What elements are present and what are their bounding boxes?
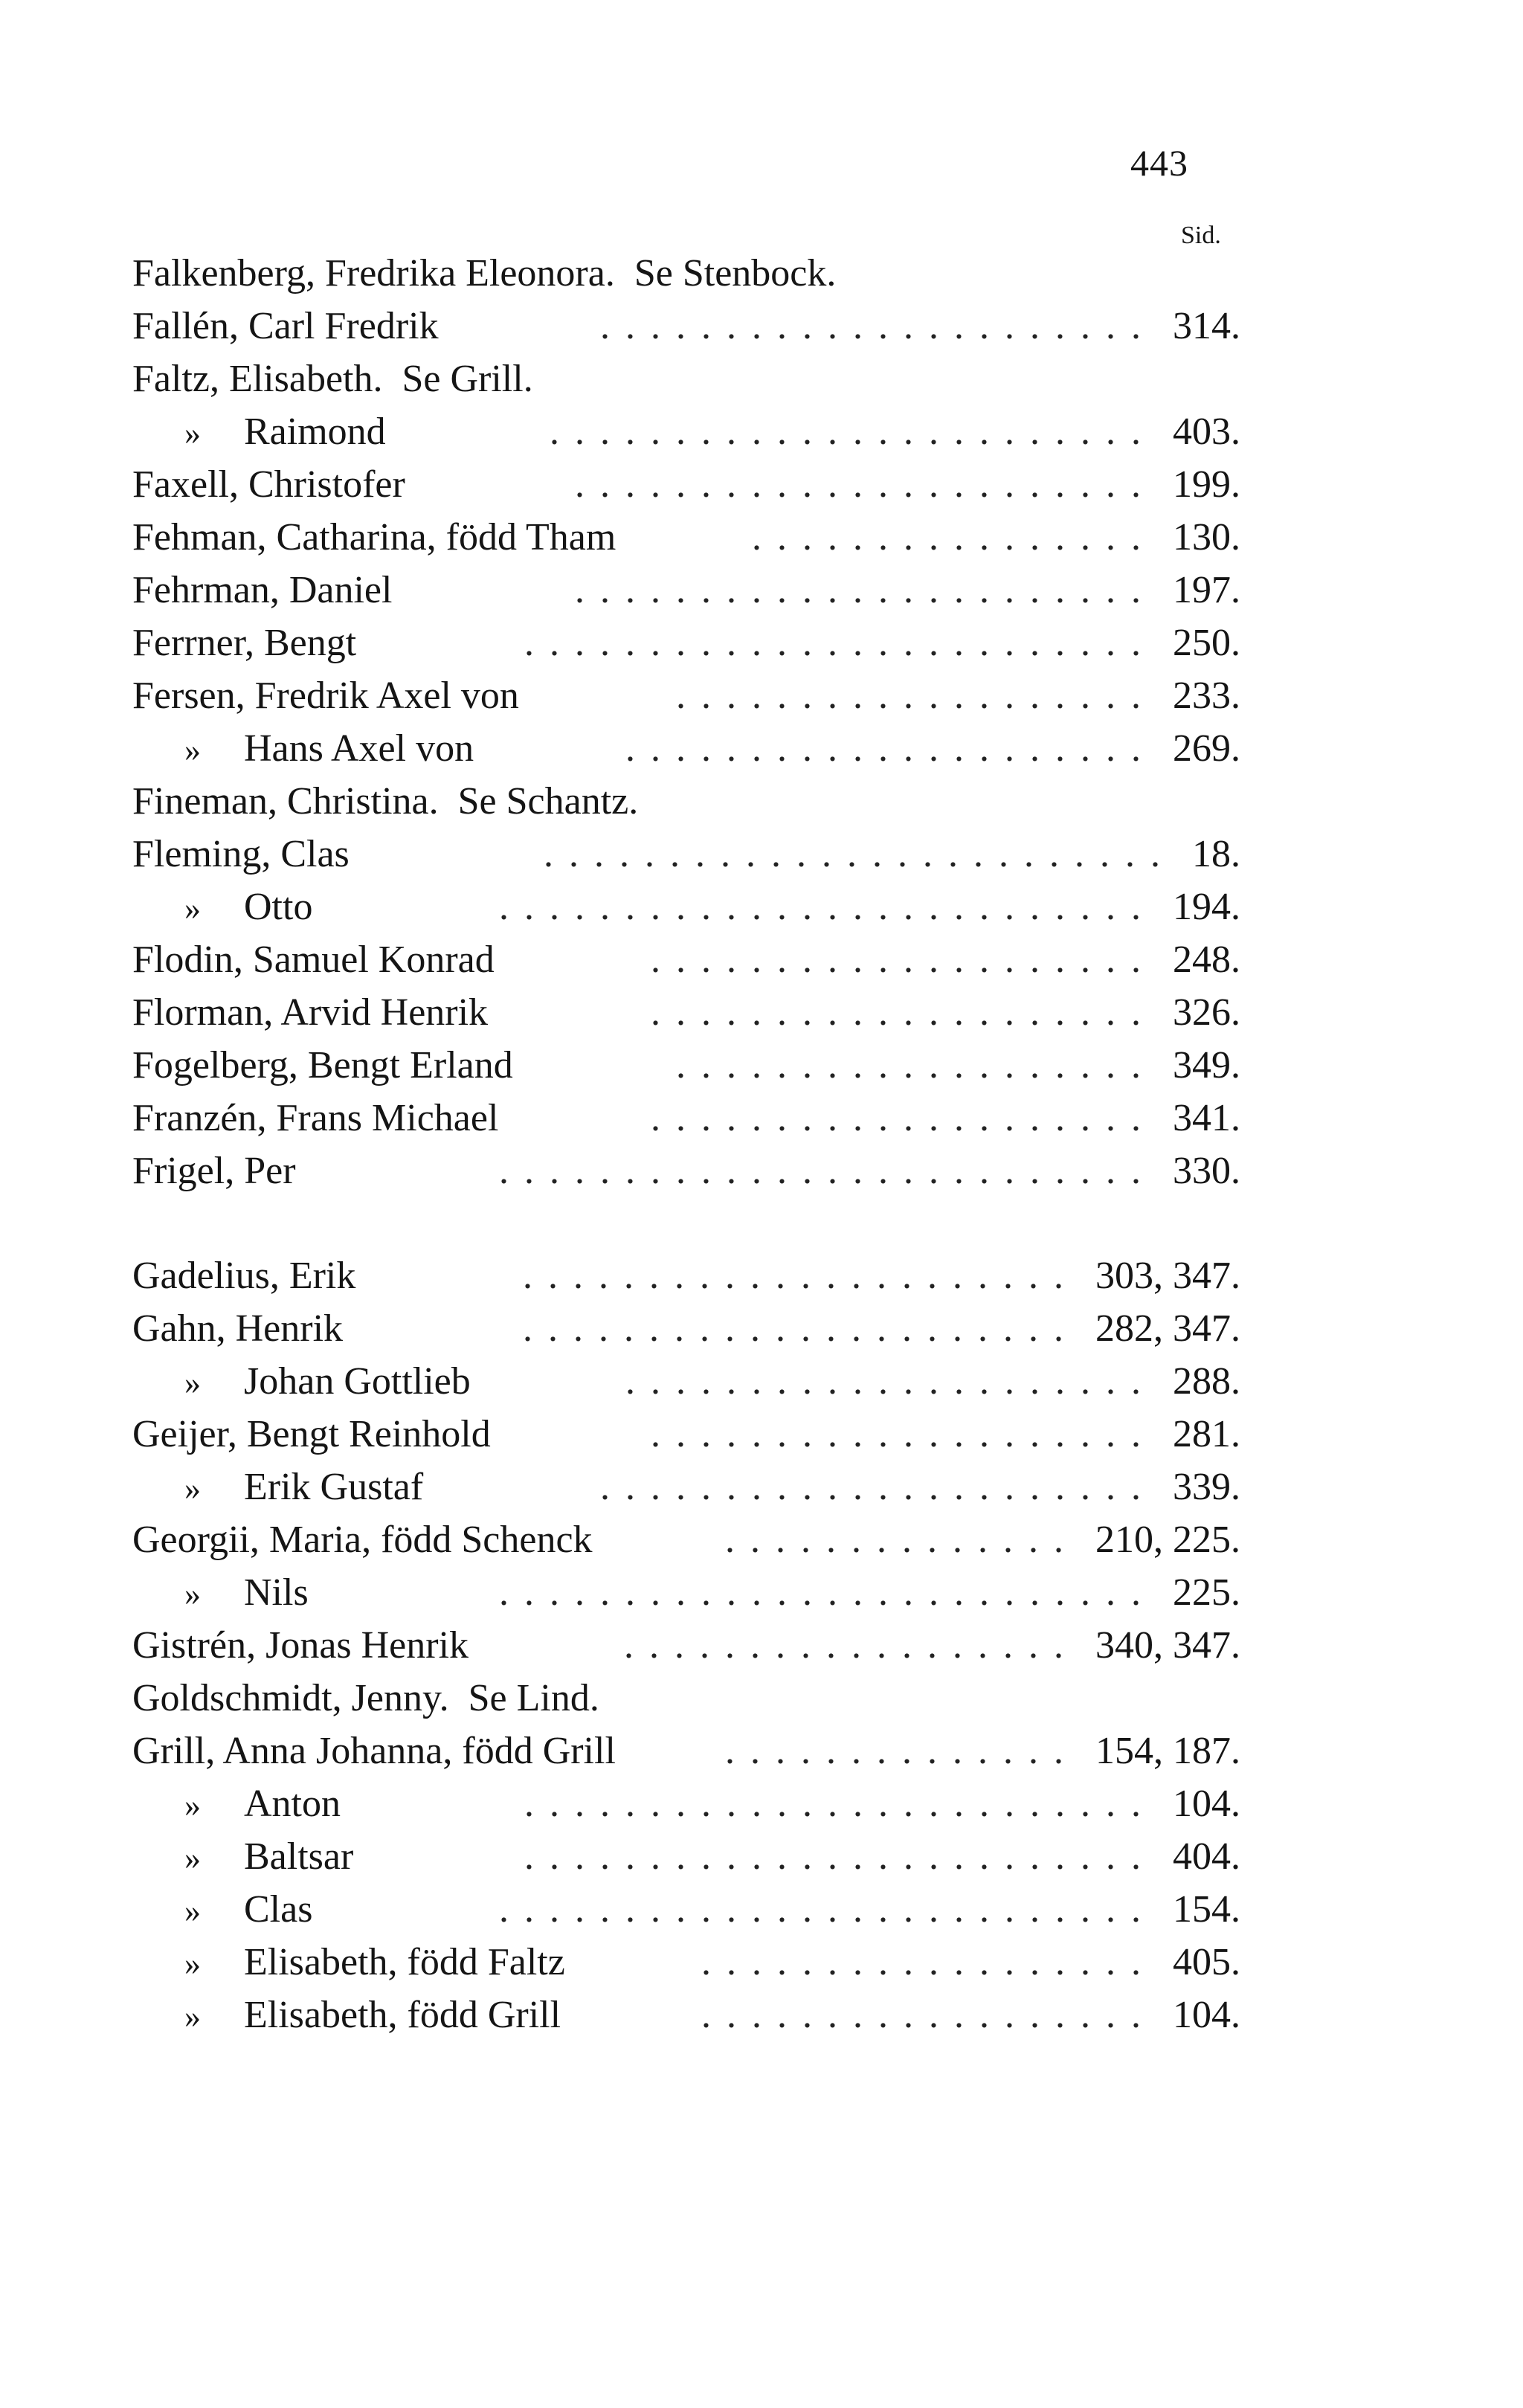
entry-text [184, 405, 386, 460]
index-entry [132, 933, 1240, 986]
entry-text [132, 669, 519, 722]
leader-dots: ...................... [600, 1466, 1156, 1508]
entry-name: Gahn, Henrik [132, 1307, 344, 1350]
entry-text [132, 1302, 343, 1355]
entry-name: Fineman, Christina. [132, 780, 439, 822]
entry-name: Clas [244, 1888, 313, 1931]
entry-text [132, 828, 350, 881]
leader-dots: ....................... [575, 463, 1156, 506]
index-section-g [132, 1249, 1240, 2041]
entry-text [132, 1672, 599, 1725]
ditto-mark: » [184, 1576, 201, 1612]
leader-dots: .............. [725, 1730, 1079, 1772]
entry-name: Fersen, Fredrik Axel von [132, 675, 519, 717]
page-reference: 199. [1173, 463, 1240, 506]
entry-text [184, 1461, 423, 1515]
entry-name: Erik Gustaf [244, 1466, 424, 1508]
leader-dots: .................... [651, 1097, 1156, 1139]
entry-text [132, 1408, 491, 1461]
entry-name: Baltsar [244, 1835, 354, 1878]
entry-name: Frigel, Per [132, 1150, 296, 1192]
entry-name: Anton [244, 1783, 341, 1825]
page-reference: 404. [1173, 1835, 1240, 1878]
index-entry [132, 300, 1240, 352]
page-reference: 281. [1173, 1413, 1240, 1455]
entry-text [184, 1989, 561, 2043]
page-reference: 314. [1173, 305, 1240, 347]
ditto-mark: » [184, 415, 201, 451]
page-reference: 210, 225. [1095, 1519, 1240, 1561]
index-entry [132, 1461, 1240, 1513]
ditto-mark: » [184, 1998, 201, 2035]
leader-dots: ...................... [523, 1255, 1079, 1297]
index-entry [132, 1355, 1240, 1408]
entry-name: Ferrner, Bengt [132, 622, 357, 664]
index-entry [132, 1039, 1240, 1092]
entry-name: Johan Gottlieb [244, 1360, 471, 1403]
index-entry [132, 881, 1240, 933]
index-entry [132, 1619, 1240, 1672]
entry-name: Fogelberg, Bengt Erland [132, 1044, 513, 1087]
index-entry [132, 564, 1240, 617]
entry-text [184, 1355, 471, 1409]
page-reference: 104. [1173, 1783, 1240, 1825]
leader-dots: .......................... [499, 886, 1156, 928]
cross-reference: Se Stenbock. [634, 252, 837, 294]
cross-reference: Se Lind. [468, 1677, 599, 1719]
leader-dots: ................... [676, 675, 1156, 717]
entry-name: Fallén, Carl Fredrik [132, 305, 439, 347]
page-reference: 340, 347. [1095, 1624, 1240, 1667]
entry-text [132, 458, 405, 511]
index-entry [132, 1513, 1240, 1566]
page-reference: 250. [1173, 622, 1240, 664]
index-entry [132, 1672, 1240, 1725]
entry-text [184, 1777, 341, 1832]
page-reference: 403. [1173, 411, 1240, 453]
page-reference: 282, 347. [1095, 1307, 1240, 1350]
entry-text [132, 933, 495, 986]
entry-text [184, 1830, 353, 1884]
entry-text [184, 881, 312, 935]
entry-text [184, 1883, 312, 1937]
entry-name: Gistrén, Jonas Henrik [132, 1624, 469, 1667]
entry-name: Flodin, Samuel Konrad [132, 939, 495, 981]
entry-text [132, 352, 533, 405]
index-entry [132, 1936, 1240, 1989]
index-entry [132, 1302, 1240, 1355]
index-entry [132, 511, 1240, 564]
entry-name: Geijer, Bengt Reinhold [132, 1413, 491, 1455]
entry-name: Georgii, Maria, född Schenck [132, 1519, 593, 1561]
leader-dots: .............. [725, 1519, 1079, 1561]
ditto-mark: » [184, 732, 201, 768]
page-reference: 248. [1173, 939, 1240, 981]
index-entry [132, 1777, 1240, 1830]
index-entry [132, 1989, 1240, 2041]
leader-dots: ...................... [523, 1307, 1079, 1350]
page-reference: 288. [1173, 1360, 1240, 1403]
entry-name: Gadelius, Erik [132, 1255, 356, 1297]
page-column-header: Sid. [1181, 222, 1221, 249]
ditto-mark: » [184, 1787, 201, 1823]
cross-reference: Se Grill. [402, 358, 533, 400]
leader-dots: ................... [676, 1044, 1156, 1087]
index-entry [132, 722, 1240, 775]
leader-dots: ..................... [625, 1360, 1156, 1403]
page-reference: 233. [1173, 675, 1240, 717]
leader-dots: ...................... [600, 305, 1156, 347]
entry-text [132, 300, 439, 352]
leader-dots: .................. [624, 1624, 1079, 1667]
ditto-mark: » [184, 1945, 201, 1982]
index-entry [132, 617, 1240, 669]
leader-dots: ......................... [524, 622, 1156, 664]
index-entry [132, 405, 1240, 458]
entry-text [184, 722, 474, 776]
entry-name: Fleming, Clas [132, 833, 350, 875]
ditto-mark: » [184, 1893, 201, 1929]
page-reference: 154. [1173, 1888, 1240, 1931]
entry-text [132, 775, 638, 828]
page-reference: 269. [1173, 727, 1240, 770]
leader-dots: .................. [701, 1994, 1156, 2036]
entry-text [132, 1249, 355, 1302]
entry-text [132, 617, 356, 669]
page-reference: 104. [1173, 1994, 1240, 2036]
page-reference: 225. [1173, 1571, 1240, 1614]
page-reference: 341. [1173, 1097, 1240, 1139]
page-reference: 405. [1173, 1941, 1240, 1983]
cross-reference: Se Schantz. [457, 780, 639, 822]
page-reference: 349. [1173, 1044, 1240, 1087]
ditto-mark: » [184, 890, 201, 927]
index-entry [132, 352, 1240, 405]
entry-text [132, 986, 488, 1039]
leader-dots: .................... [651, 1413, 1156, 1455]
ditto-mark: » [184, 1840, 201, 1876]
leader-dots: ......................... [524, 1835, 1156, 1878]
index-entry [132, 247, 1240, 300]
entry-name: Goldschmidt, Jenny. [132, 1677, 449, 1719]
index-entry [132, 828, 1240, 881]
entry-name: Faxell, Christofer [132, 463, 405, 506]
entry-name: Otto [244, 886, 313, 928]
index-entry [132, 458, 1240, 511]
entry-text [132, 511, 616, 564]
entry-text [132, 1619, 469, 1672]
entry-name: Nils [244, 1571, 309, 1614]
index-entry [132, 1830, 1240, 1883]
entry-name: Grill, Anna Johanna, född Grill [132, 1730, 616, 1772]
entry-text [132, 1145, 296, 1197]
index-entry [132, 1725, 1240, 1777]
entry-text [132, 1092, 498, 1145]
leader-dots: ....................... [575, 569, 1156, 611]
page-reference: 197. [1173, 569, 1240, 611]
index-entry [132, 775, 1240, 828]
leader-dots: .......................... [499, 1888, 1156, 1931]
entry-name: Falkenberg, Fredrika Eleonora. [132, 252, 615, 294]
leader-dots: ........................ [550, 411, 1156, 453]
index-entry [132, 1249, 1240, 1302]
index-entry [132, 1092, 1240, 1145]
index-entry [132, 1408, 1240, 1461]
page-reference: 339. [1173, 1466, 1240, 1508]
leader-dots: .......................... [499, 1571, 1156, 1614]
entry-text [184, 1936, 565, 1990]
page-reference: 130. [1173, 516, 1240, 558]
leader-dots: .................... [651, 991, 1156, 1034]
index-entry [132, 1145, 1240, 1197]
index-entry [132, 669, 1240, 722]
leader-dots: ..................... [625, 727, 1156, 770]
leader-dots: .................... [651, 939, 1156, 981]
entry-text [184, 1566, 309, 1620]
entry-name: Elisabeth, född Grill [244, 1994, 561, 2036]
page-number: 443 [1130, 142, 1188, 184]
page-reference: 194. [1173, 886, 1240, 928]
ditto-mark: » [184, 1470, 201, 1507]
entry-name: Raimond [244, 411, 386, 453]
index-section-f [132, 247, 1240, 1197]
page-reference: 326. [1173, 991, 1240, 1034]
entry-name: Faltz, Elisabeth. [132, 358, 383, 400]
index-entry [132, 986, 1240, 1039]
entry-name: Franzén, Frans Michael [132, 1097, 499, 1139]
entry-text [132, 247, 836, 300]
entry-text [132, 1725, 616, 1777]
entry-name: Fehrman, Daniel [132, 569, 393, 611]
entry-text [132, 564, 392, 617]
leader-dots: ......................... [544, 833, 1176, 875]
index-entry [132, 1883, 1240, 1936]
leader-dots: .................. [701, 1941, 1156, 1983]
leader-dots: .......................... [499, 1150, 1156, 1192]
ditto-mark: » [184, 1365, 201, 1401]
entry-text [132, 1039, 513, 1092]
page-reference: 154, 187. [1095, 1730, 1240, 1772]
leader-dots: ......................... [524, 1783, 1156, 1825]
entry-name: Florman, Arvid Henrik [132, 991, 489, 1034]
page-reference: 18. [1192, 833, 1240, 875]
entry-name: Hans Axel von [244, 727, 474, 770]
entry-name: Elisabeth, född Faltz [244, 1941, 565, 1983]
leader-dots: ................ [752, 516, 1156, 558]
page-reference: 330. [1173, 1150, 1240, 1192]
index-entry [132, 1566, 1240, 1619]
page-reference: 303, 347. [1095, 1255, 1240, 1297]
entry-name: Fehman, Catharina, född Tham [132, 516, 616, 558]
entry-text [132, 1513, 593, 1566]
